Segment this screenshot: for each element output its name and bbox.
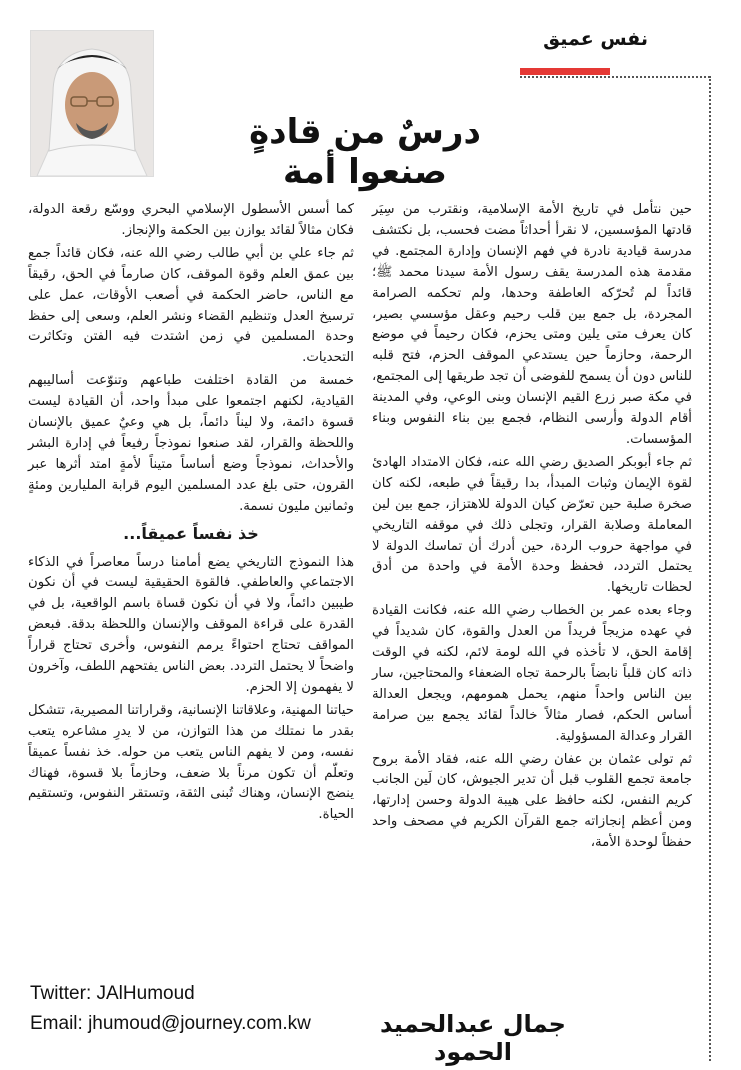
frame-top-border [520,76,710,78]
section-label: نفس عميق [543,28,648,50]
article-column-right [372,200,692,856]
author-email: Email: jhumoud@journey.com.kw [30,1013,311,1034]
article-title: درسٌ من قادةٍ صنعوا أمة [249,112,481,192]
section-subheading: خذ نفساً عميقاً... [123,523,259,543]
paragraph: هذا النموذج التاريخي يضع أمامنا درساً معاصراً في الذكاء الاجتماعي والعاطفي. فالقوة الحقيقية ليست في أن نكون طيبين دائماً، ولا في أن نكون قساة باسم الواقعية، بل في القدرة على قراءة الموقف والإنسان واللحظة بدقة. فبعض المواقف تحتاج احتواءً يرمم النفوس، وأخرى تحتاج قراراً واضحاً لا يحتمل التردد. بعض الناس يفتحهم اللطف، وآخرون لا يفهمون إلا الحزم. [28,554,354,695]
paragraph: وجاء بعده عمر بن الخطاب رضي الله عنه، فكانت القيادة في عهده مزيجاً فريداً من العدل والقوة، كان شديداً في إقامة الحق، لا تأخذه في الله لومة لائم، لكنه في الوقت ذاته كان قلباً نابضاً بالرحمة تجاه الضعفاء والمحتاجين، سار بين الناس واحداً منهم، يحمل همومهم، ويجعل العدالة أساس الحكم، فصار مثالاً خالداً لقائد يجمع بين صرامة القرار وعدالة المسؤولية. [372,603,692,744]
paragraph: ثم جاء أبوبكر الصديق رضي الله عنه، فكان الامتداد الهادئ لقوة الإيمان وثبات المبدأ، بدا رقيقاً في طبعه، لكنه كان صخرة صلبة حين تعرّض كيان الدولة للاهتزاز، جمع بين لين المعاملة وصلابة القرار، وتجلى ذلك في موقفه التاريخي في مواجهة حروب الردة، حين أدرك أن تماسك الدولة لا يحتمل التردد، فحفظ وحدة الأمة في واحدة من أدق لحظات تاريخها. [372,454,692,596]
paragraph: ثم جاء علي بن أبي طالب رضي الله عنه، فكان قائداً جمع بين عمق العلم وقوة الموقف، كان صارماً في الحق، رقيقاً مع الناس، حاضر الحكمة في أصعب الأوقات، عمل على ترسيخ العدل وتنظيم القضاء ونشر العلم، وسعى إلى حفظ وحدة المسلمين في زمن اشتدت فيه الفتن وتكاثرت التحديات. [28,245,354,366]
author-signature: جمال عبدالحميد الحمود [380,1010,566,1066]
section-accent-bar [520,68,610,75]
article-column-left [28,200,354,828]
paragraph: حين نتأمل في تاريخ الأمة الإسلامية، ونقترب من سِيَر قادتها المؤسسين، لا نقرأ أحداثاً مضت فحسب، بل نكتشف مدرسة قيادية نادرة في فهم الإنسان وإدارة المجتمع. في مقدمة هذه المدرسة يقف رسول الأمة سيدنا محمد ﷺ؛ قائداً لم تُحرّكه العاطفة وحدها، ولم تحكمه الصرامة المجردة، بل جمع بين قلب رحيم وعقل مؤسسي بصير، كان يعرف متى يلين ومتى يحزم، فكان رحيماً في موضع الرحمة، وحازماً حين يستدعي الموقف الحزم، فتح قلبه للناس دون أن يسمح للفوضى أن تجد طريقها إلى المجتمع، في مكة صبر زرع القيم الإنسان وبنى الوعي، وفي المدينة أقام الدولة وأرسى النظام، فجمع بين بناء النفوس وبناء المؤسسات. [372,202,692,447]
author-photo [30,30,154,177]
paragraph: حياتنا المهنية، وعلاقاتنا الإنسانية، وقراراتنا المصيرية، تتشكل بقدر ما نمتلك من هذا التوازن، من لا يدرِ مشاعره يتعب نفسه، ومن لا يفهم الناس يتعب من حوله. خذ نفساً عميقاً وتعلّم أن تكون مرناً بلا ضعف، وحازماً بلا قسوة، فهناك ينضج الإنسان، وهناك تُبنى الثقة، وتستقر النفوس، وتستقيم الحياة. [28,702,354,823]
author-portrait-illustration [31,31,153,176]
paragraph: ثم تولى عثمان بن عفان رضي الله عنه، فقاد الأمة بروح جامعة تجمع القلوب قبل أن تدير الجيوش، كان لَين الجانب كريم النفس، لكنه حافظ على هيبة الدولة وحسن إدارتها، ومن أعظم إنجازاته جمع القرآن الكريم في مصحف واحد حفظاً لوحدة الأمة، [372,751,692,851]
author-twitter: Twitter: JAlHumoud [30,983,195,1004]
frame-right-border [709,76,711,1061]
paragraph: كما أسس الأسطول الإسلامي البحري ووسّع رقعة الدولة، فكان مثالاً لقائد يوازن بين الحكمة والإنجاز. [28,202,354,238]
paragraph: خمسة من القادة اختلفت طباعهم وتنوّعت أساليبهم القيادية، لكنهم اجتمعوا على مبدأ واحد، أن القيادة ليست قسوة دائمة، ولا ليناً دائماً، بل هي وعيٌ عميق بالإنسان واللحظة والقرار، لقد صنعوا نموذجاً رفيعاً في إدارة البشر والأحداث، نموذجاً وضع أساساً متيناً لأمةٍ امتد أثرها عبر القرون، حتى بلغ عدد المسلمين اليوم قرابة المليارين ومئةٍ وثمانين مليون نسمة. [28,373,354,514]
